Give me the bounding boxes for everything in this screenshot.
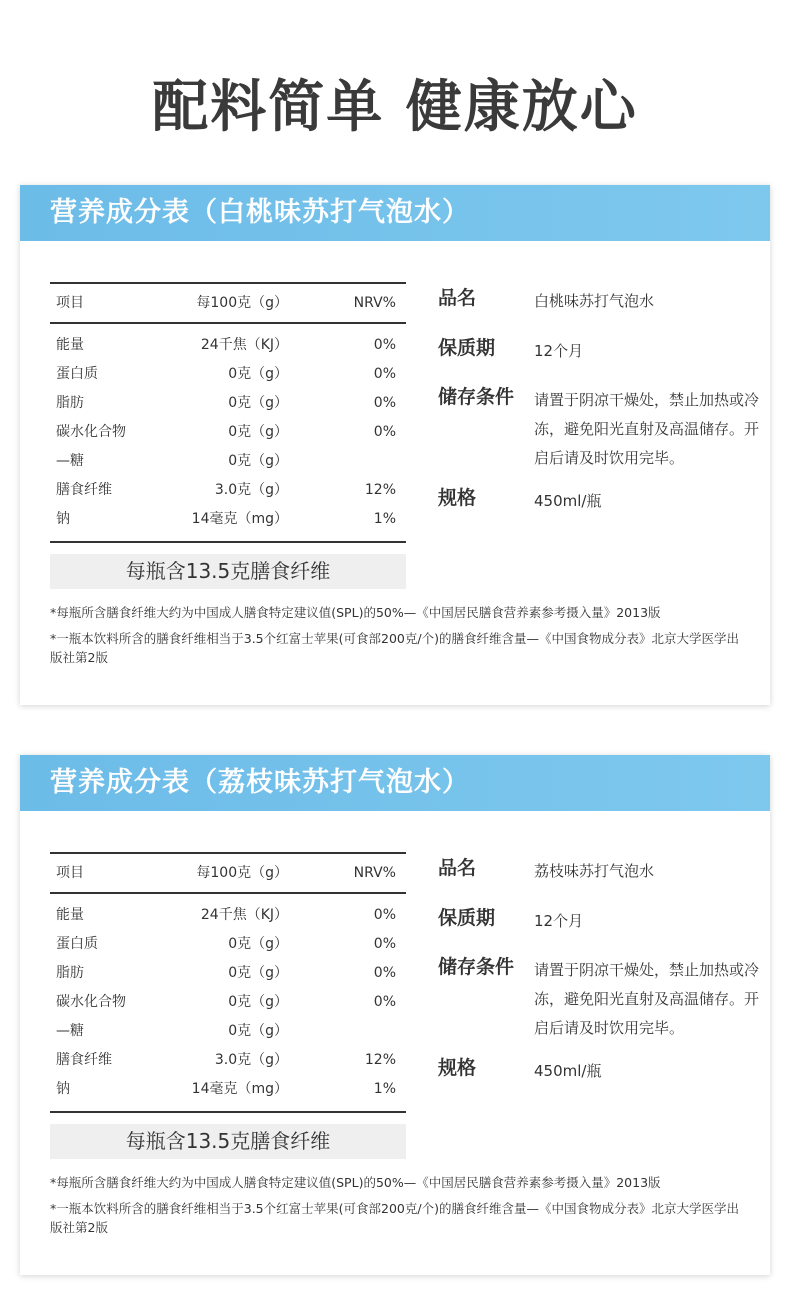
info-label: 规格 <box>438 1057 477 1079</box>
row-nrv: 0% <box>373 994 396 1010</box>
nutrition-panel-peach <box>20 185 770 705</box>
table-row <box>50 988 406 1017</box>
row-name: 能量 <box>56 907 84 923</box>
row-nrv: 1% <box>373 511 396 527</box>
column-header-nrv: NRV% <box>353 865 396 881</box>
info-value: 请置于阴凉干燥处，禁止加热或冷冻，避免阳光直射及高温储存。开启后请及时饮用完毕。 <box>534 391 760 467</box>
row-name: 钠 <box>56 1081 70 1097</box>
row-per100: 3.0克（g） <box>214 482 288 498</box>
row-nrv: 12% <box>364 482 396 498</box>
info-value: 请置于阴凉干燥处，禁止加热或冷冻，避免阳光直射及高温储存。开启后请及时饮用完毕。 <box>534 961 760 1037</box>
row-name: 钠 <box>56 511 70 527</box>
row-per100: 0克（g） <box>228 453 288 469</box>
panel-header: 营养成分表（荔枝味苏打气泡水） <box>20 755 770 811</box>
fiber-callout: 每瓶含13.5克膳食纤维 <box>50 1124 406 1159</box>
info-label: 储存条件 <box>438 956 515 978</box>
row-nrv: 0% <box>373 936 396 952</box>
info-value: 450ml/瓶 <box>534 1062 602 1080</box>
info-label: 品名 <box>438 287 477 309</box>
table-row <box>50 901 406 930</box>
row-nrv: 0% <box>373 395 396 411</box>
row-nrv: 1% <box>373 1081 396 1097</box>
row-name: 碳水化合物 <box>56 424 126 440</box>
info-label: 保质期 <box>438 907 496 929</box>
row-nrv: 0% <box>373 337 396 353</box>
info-value: 荔枝味苏打气泡水 <box>534 862 655 880</box>
table-row <box>50 418 406 447</box>
panel-header: 营养成分表（白桃味苏打气泡水） <box>20 185 770 241</box>
row-per100: 0克（g） <box>228 994 288 1010</box>
table-row <box>50 959 406 988</box>
row-per100: 0克（g） <box>228 1023 288 1039</box>
column-header-item: 项目 <box>56 865 84 881</box>
info-value: 12个月 <box>534 342 584 360</box>
fiber-callout: 每瓶含13.5克膳食纤维 <box>50 554 406 589</box>
row-name: 蛋白质 <box>56 366 98 382</box>
row-name: 能量 <box>56 337 84 353</box>
info-label: 保质期 <box>438 337 496 359</box>
nutrition-panel-lychee <box>20 755 770 1275</box>
row-per100: 3.0克（g） <box>214 1052 288 1068</box>
row-per100: 0克（g） <box>228 965 288 981</box>
info-label: 储存条件 <box>438 386 515 408</box>
info-label: 品名 <box>438 857 477 879</box>
column-header-item: 项目 <box>56 295 84 311</box>
row-nrv: 0% <box>373 965 396 981</box>
nutrition-table <box>50 852 406 1113</box>
column-header-nrv: NRV% <box>353 295 396 311</box>
table-row <box>50 360 406 389</box>
row-name: —糖 <box>56 1023 84 1039</box>
table-row <box>50 1075 406 1104</box>
row-name: 膳食纤维 <box>56 482 112 498</box>
row-per100: 24千焦（KJ） <box>200 337 288 353</box>
row-nrv: 0% <box>373 907 396 923</box>
page-title: 配料简单 健康放心 <box>152 75 638 140</box>
row-name: 脂肪 <box>56 395 84 411</box>
column-header-per100: 每100克（g） <box>196 865 288 881</box>
table-row <box>50 389 406 418</box>
row-name: 膳食纤维 <box>56 1052 112 1068</box>
info-label: 规格 <box>438 487 477 509</box>
row-name: —糖 <box>56 453 84 469</box>
table-row <box>50 1017 406 1046</box>
column-header-per100: 每100克（g） <box>196 295 288 311</box>
info-value: 白桃味苏打气泡水 <box>534 292 655 310</box>
row-per100: 0克（g） <box>228 366 288 382</box>
table-header-row <box>50 284 406 324</box>
nutrition-table <box>50 282 406 543</box>
row-name: 碳水化合物 <box>56 994 126 1010</box>
table-row <box>50 1046 406 1075</box>
row-per100: 24千焦（KJ） <box>200 907 288 923</box>
table-row <box>50 331 406 360</box>
table-row <box>50 476 406 505</box>
row-name: 脂肪 <box>56 965 84 981</box>
info-value: 12个月 <box>534 912 584 930</box>
table-row <box>50 447 406 476</box>
row-nrv: 12% <box>364 1052 396 1068</box>
footnote: *每瓶所含膳食纤维大约为中国成人膳食特定建议值(SPL)的50%—《中国居民膳食营养素参考摄入量》2013版 <box>50 1175 661 1190</box>
row-per100: 0克（g） <box>228 395 288 411</box>
row-nrv: 0% <box>373 366 396 382</box>
footnote: *一瓶本饮料所含的膳食纤维相当于3.5个红富士苹果(可食部200克/个)的膳食纤维含量—《中国食物成分表》北京大学医学出版社第2版 <box>50 631 739 665</box>
row-per100: 14毫克（mg） <box>191 1081 288 1097</box>
row-per100: 0克（g） <box>228 424 288 440</box>
row-per100: 14毫克（mg） <box>191 511 288 527</box>
table-header-row <box>50 854 406 894</box>
row-name: 蛋白质 <box>56 936 98 952</box>
footnote: *一瓶本饮料所含的膳食纤维相当于3.5个红富士苹果(可食部200克/个)的膳食纤维含量—《中国食物成分表》北京大学医学出版社第2版 <box>50 1201 739 1235</box>
row-per100: 0克（g） <box>228 936 288 952</box>
footnote: *每瓶所含膳食纤维大约为中国成人膳食特定建议值(SPL)的50%—《中国居民膳食营养素参考摄入量》2013版 <box>50 605 661 620</box>
table-row <box>50 930 406 959</box>
table-row <box>50 505 406 534</box>
row-nrv: 0% <box>373 424 396 440</box>
info-value: 450ml/瓶 <box>534 492 602 510</box>
